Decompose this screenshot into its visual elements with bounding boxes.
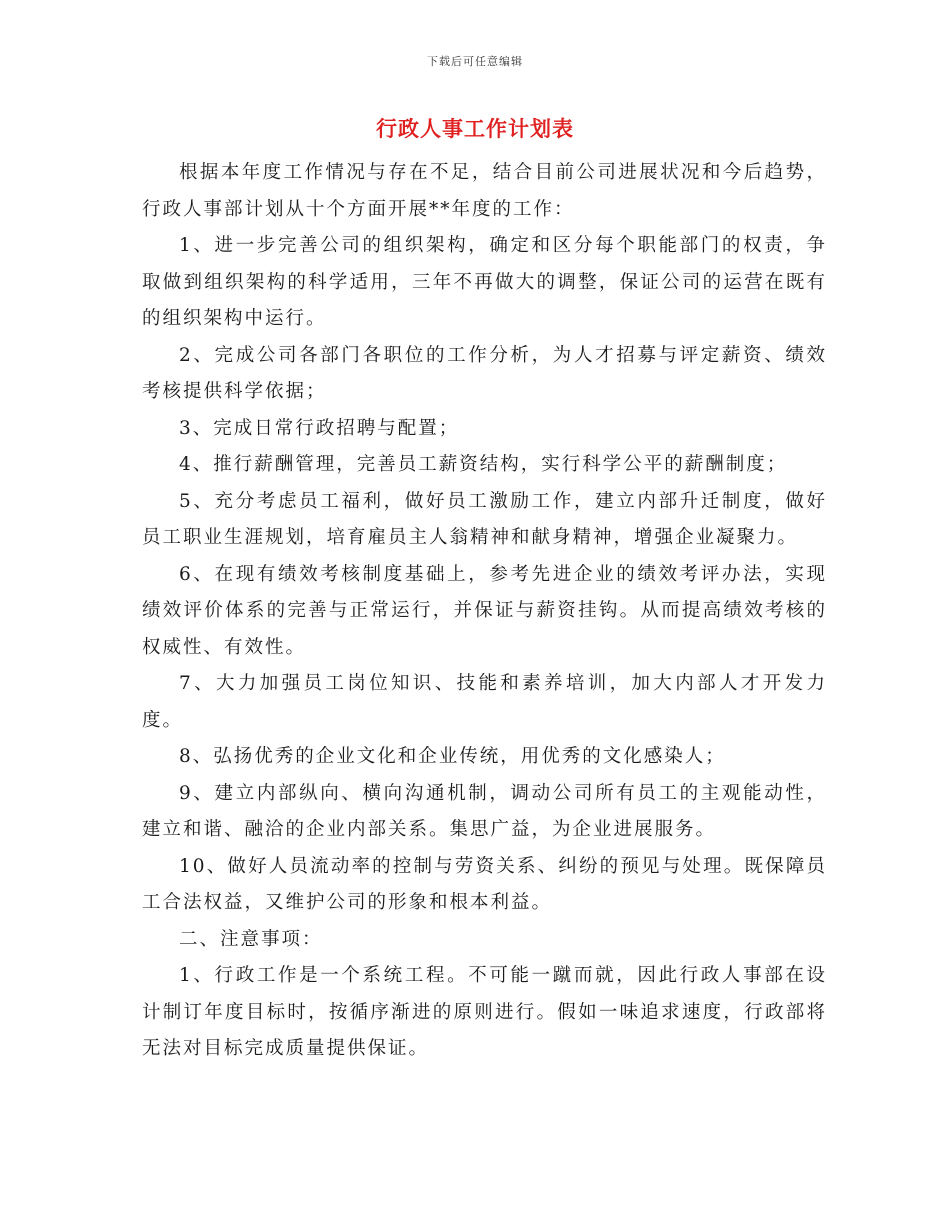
paragraph-item-5: 5、充分考虑员工福利，做好员工激励工作，建立内部升迁制度，做好员工职业生涯规划，培育雇员主人翁精神和献身精神，增强企业凝聚力。: [142, 490, 827, 548]
paragraph-item-6: 6、在现有绩效考核制度基础上，参考先进企业的绩效考评办法，实现绩效评价体系的完善与正常运行，并保证与薪资挂钩。从而提高绩效考核的权威性、有效性。: [142, 563, 827, 658]
document-title: 行政人事工作计划表: [376, 116, 574, 141]
document-body: [142, 155, 827, 1068]
paragraph-item-4: 4、推行薪酬管理，完善员工薪资结构，实行科学公平的薪酬制度；: [179, 454, 788, 475]
paragraph-item-9: 9、建立内部纵向、横向沟通机制，调动公司所有员工的主观能动性，建立和谐、融洽的企业内部关系。集思广益，为企业进展服务。: [142, 782, 827, 840]
paragraph-item-1: 1、进一步完善公司的组织架构，确定和区分每个职能部门的权责，争取做到组织架构的科学适用，三年不再做大的调整，保证公司的运营在既有的组织架构中运行。: [142, 235, 827, 329]
paragraph-item-8: 8、弘扬优秀的企业文化和企业传统，用优秀的文化感染人；: [179, 746, 726, 767]
paragraph-intro: 根据本年度工作情况与存在不足，结合目前公司进展状况和今后趋势，行政人事部计划从十个方面开展**年度的工作：: [142, 162, 827, 220]
paragraph-note-1: 1、行政工作是一个系统工程。不可能一蹴而就，因此行政人事部在设计制订年度目标时，按循序渐进的原则进行。假如一味追求速度，行政部将无法对目标完成质量提供保证。: [142, 965, 827, 1059]
paragraph-item-10: 10、做好人员流动率的控制与劳资关系、纠纷的预见与处理。既保障员工合法权益，又维护公司的形象和根本利益。: [142, 855, 827, 913]
header-note: 下载后可任意编辑: [427, 55, 523, 68]
paragraph-item-3: 3、完成日常行政招聘与配置；: [179, 417, 460, 439]
paragraph-item-2: 2、完成公司各部门各职位的工作分析，为人才招募与评定薪资、绩效考核提供科学依据；: [142, 344, 827, 402]
section-heading-notes: 二、注意事项：: [179, 928, 323, 950]
paragraph-item-7: 7、大力加强员工岗位知识、技能和素养培训，加大内部人才开发力度。: [142, 673, 827, 731]
